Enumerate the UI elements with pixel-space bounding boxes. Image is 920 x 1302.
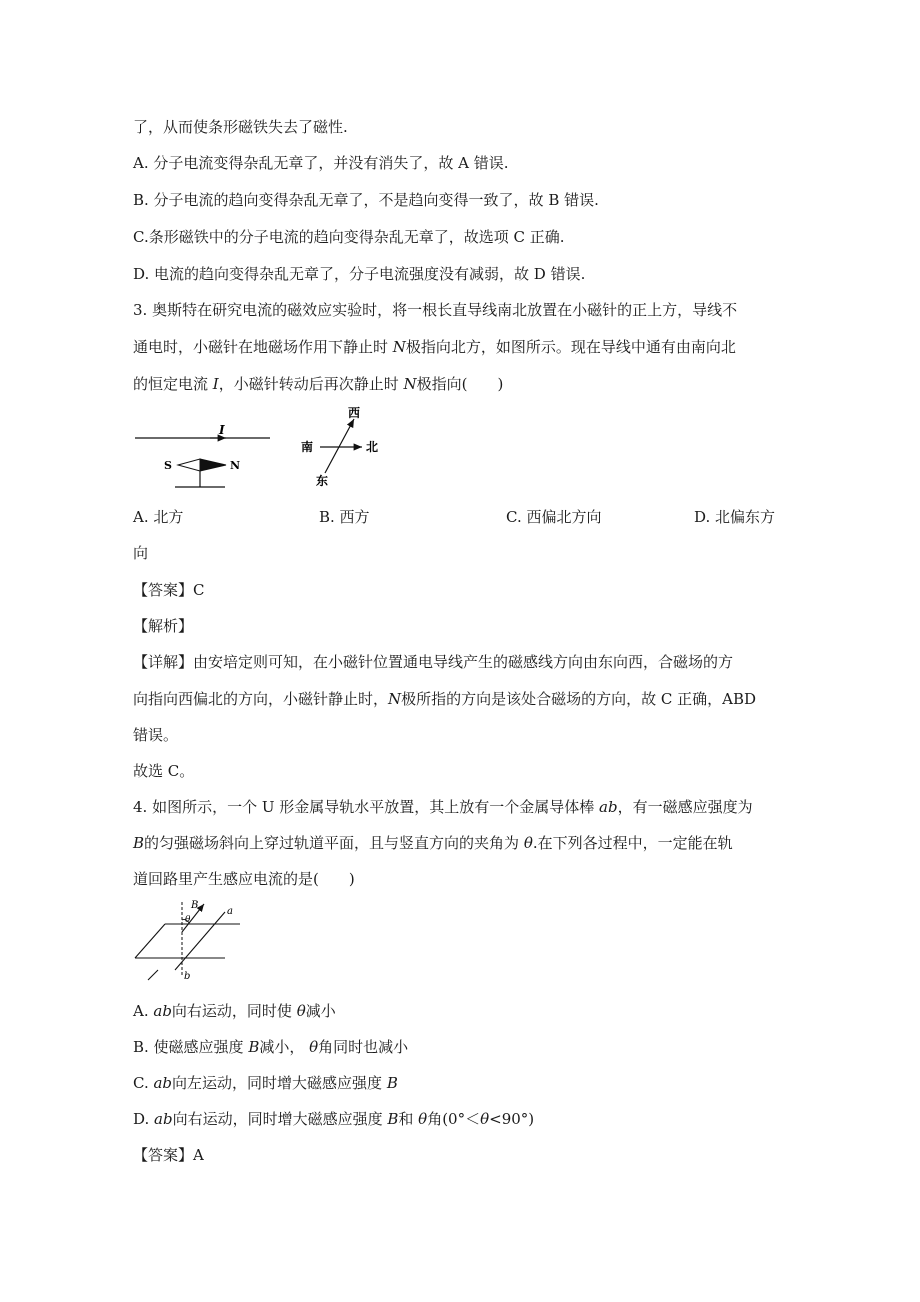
label-west: 西: [348, 406, 361, 420]
q3-option-d: D. 北偏东方: [694, 508, 776, 526]
text-span: 的匀强磁场斜向上穿过轨道平面，且与竖直方向的夹角为: [144, 834, 524, 852]
q4-answer: 【答案】A: [133, 1146, 204, 1164]
text-span: 向右运动，同时增大磁感应强度: [172, 1110, 388, 1128]
text-span: <90°): [489, 1110, 535, 1128]
text-line: A. 分子电流变得杂乱无章了，并没有消失了，故 A 错误.: [133, 154, 509, 172]
q3-answer: 【答案】C: [133, 581, 205, 599]
east-west-arrow: [325, 419, 354, 473]
symbol-theta: θ: [309, 1038, 319, 1056]
symbol-N: N: [403, 375, 417, 393]
q3-conclusion: 故选 C。: [133, 762, 195, 780]
q4-figure: [130, 898, 245, 986]
label-east: 东: [316, 474, 329, 488]
q3-detail-line: 错误。: [133, 726, 179, 744]
symbol-theta: θ: [418, 1110, 428, 1128]
text-span: 极所指的方向是该处合磁场的方向，故 C 正确，ABD: [401, 690, 757, 708]
q3-figure: [130, 405, 400, 500]
symbol-theta: θ: [480, 1110, 490, 1128]
text-span: 4. 如图所示，一个 U 形金属导轨水平放置，其上放有一个金属导体棒: [133, 798, 600, 816]
text-span: ，小磁针转动后再次静止时: [218, 375, 404, 393]
text-line: B. 分子电流的趋向变得杂乱无章了，不是趋向变得一致了，故 B 错误.: [133, 191, 599, 209]
text-span: 减小，: [259, 1038, 310, 1056]
symbol-ab: ab: [599, 798, 618, 816]
symbol-B: B: [386, 1074, 398, 1092]
q3-option-b: B. 西方: [319, 508, 370, 526]
needle-label-s: S: [164, 459, 172, 472]
text-span: .在下列各过程中，一定能在轨: [532, 834, 733, 852]
text-span: 极指向( ): [416, 375, 504, 393]
needle-south-half: [178, 459, 200, 471]
text-span: A.: [133, 1002, 154, 1020]
symbol-ab: ab: [153, 1002, 172, 1020]
text-span: D.: [133, 1110, 155, 1128]
label-theta: θ: [185, 915, 191, 925]
needle-north-half: [200, 459, 226, 471]
label-B: B: [191, 900, 199, 911]
q3-option-c: C. 西偏北方向: [506, 508, 602, 526]
text-line: C.条形磁铁中的分子电流的趋向变得杂乱无章了，故选项 C 正确.: [133, 228, 565, 246]
q4-option-d: [133, 1109, 534, 1129]
symbol-I: I: [212, 375, 219, 393]
rail-left: [135, 924, 165, 958]
text-span: 向指向西偏北的方向，小磁针静止时，: [133, 690, 389, 708]
current-label: I: [219, 423, 225, 437]
q3-detail-line: 【详解】由安培定则可知，在小磁针位置通电导线产生的磁感线方向由东向西，合磁场的方: [133, 653, 734, 671]
q4-option-a: [133, 1001, 336, 1021]
q4-stem-line: 道回路里产生感应电流的是( ): [133, 870, 355, 888]
text-span: 角同时也减小: [318, 1038, 409, 1056]
q4-option-b: [133, 1037, 408, 1057]
q3-option-d-wrap: 向: [133, 544, 149, 562]
text-line: D. 电流的趋向变得杂乱无章了，分子电流强度没有减弱，故 D 错误.: [133, 265, 586, 283]
label-south: 南: [301, 440, 314, 454]
symbol-theta: θ: [523, 834, 533, 852]
symbol-ab: ab: [154, 1110, 173, 1128]
text-line: 了，从而使条形磁铁失去了磁性.: [133, 118, 348, 136]
text-span: C.: [133, 1074, 154, 1092]
q3-stem-line: [133, 337, 736, 357]
symbol-B: B: [387, 1110, 399, 1128]
q4-stem-line: [133, 833, 733, 853]
text-span: B. 使磁感应强度: [133, 1038, 249, 1056]
q3-analysis-heading: 【解析】: [133, 617, 194, 635]
label-b: b: [184, 971, 191, 982]
text-span: 向右运动，同时使: [171, 1002, 297, 1020]
symbol-N: N: [388, 690, 402, 708]
label-a: a: [227, 906, 233, 917]
text-span: 和: [398, 1110, 419, 1128]
rod-ab: [175, 912, 225, 970]
text-span: 减小: [305, 1002, 336, 1020]
symbol-N: N: [392, 338, 406, 356]
symbol-theta: θ: [296, 1002, 306, 1020]
text-span: 通电时，小磁针在地磁场作用下静止时: [133, 338, 393, 356]
symbol-ab: ab: [153, 1074, 173, 1092]
rail-stub: [148, 970, 158, 980]
text-span: 的恒定电流: [133, 375, 213, 393]
symbol-B: B: [133, 834, 145, 852]
q3-stem-line: [133, 374, 503, 394]
q3-detail-line: [133, 689, 756, 709]
q4-option-c: [133, 1073, 398, 1093]
q3-stem-line: 3. 奥斯特在研究电流的磁效应实验时，将一根长直导线南北放置在小磁针的正上方，导线不: [133, 301, 738, 319]
needle-label-n: N: [230, 459, 241, 472]
q3-option-a: A. 北方: [133, 508, 184, 526]
text-span: ，有一磁感应强度为: [617, 798, 753, 816]
symbol-B: B: [248, 1038, 260, 1056]
text-span: 向左运动，同时增大磁感应强度: [172, 1074, 387, 1092]
text-span: 极指向北方，如图所示。现在导线中通有由南向北: [405, 338, 736, 356]
text-span: 角(0°＜: [427, 1110, 481, 1128]
label-north: 北: [366, 440, 379, 454]
q4-stem-line: [133, 797, 753, 817]
